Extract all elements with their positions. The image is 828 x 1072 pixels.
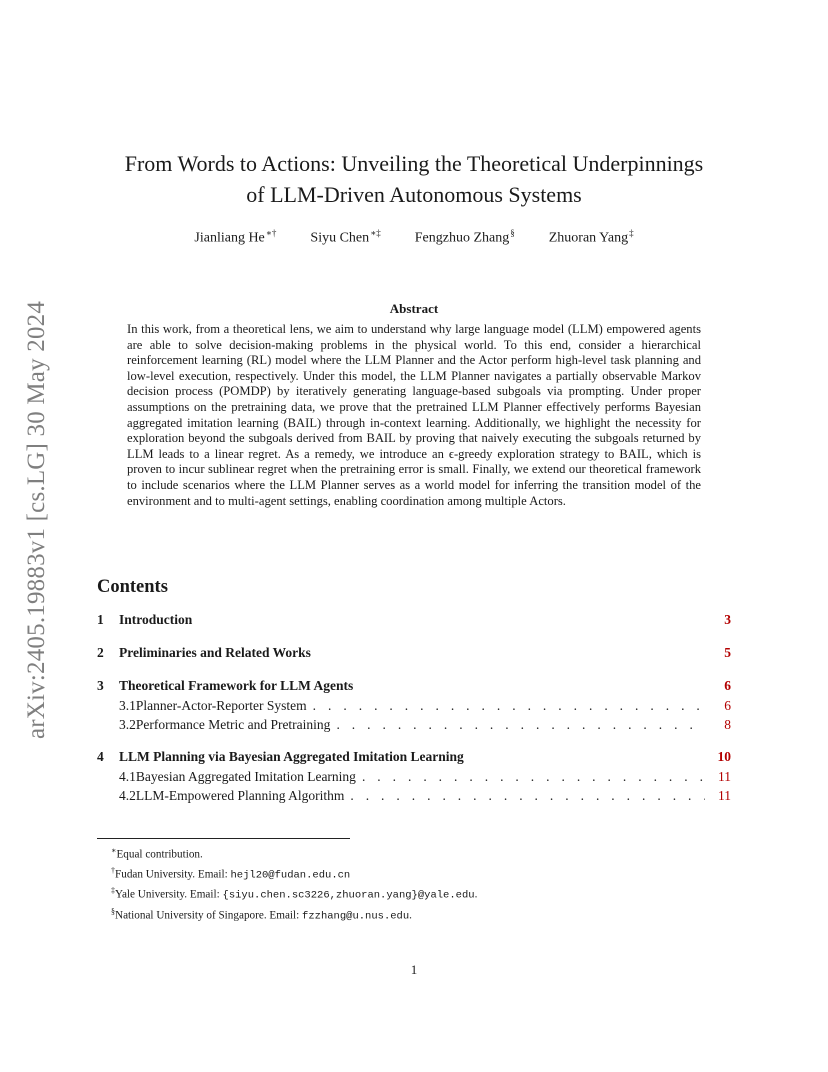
toc-section-4[interactable] [97, 749, 731, 769]
footnote-trailing: . [409, 909, 412, 922]
author-name: Jianliang He [194, 230, 265, 246]
footnote-divider [97, 838, 350, 839]
footnote-text: Yale University. Email: [115, 889, 223, 902]
author-affiliation-marks: ‡ [629, 228, 634, 238]
footnote-text: Fudan University. Email: [115, 868, 231, 881]
toc-section-2[interactable] [97, 645, 731, 665]
footnote-text: Equal contribution. [116, 848, 203, 861]
toc-subsection-3-1[interactable] [97, 698, 731, 717]
toc-subsection-number: 4.2 [119, 788, 136, 803]
footnote-trailing: . [474, 889, 478, 902]
toc-dot-leader [350, 788, 705, 804]
toc-section-title: Introduction [119, 612, 193, 627]
author-name: Zhuoran Yang [548, 230, 629, 246]
footnotes [111, 843, 477, 925]
toc-subsection-number: 4.1 [119, 769, 136, 784]
toc-page-link[interactable]: 10 [717, 749, 731, 764]
contents-heading: Contents [97, 577, 168, 597]
toc-section-number: 1 [97, 612, 104, 627]
author [549, 228, 634, 247]
paper-title [90, 148, 738, 210]
author-name: Siyu Chen [310, 230, 370, 246]
footnote-mark: § [111, 907, 115, 917]
footnote [111, 883, 477, 904]
toc-page-link[interactable]: 6 [724, 678, 731, 693]
toc-subsection-title: Planner-Actor-Reporter System [135, 698, 307, 713]
footnote-email[interactable]: hejl20@fudan.edu.cn [230, 869, 351, 882]
toc-page-link[interactable]: 11 [718, 769, 731, 784]
author-affiliation-marks: ∗‡ [370, 228, 381, 238]
footnote [111, 863, 477, 884]
toc-subsection-number: 3.1 [119, 698, 136, 713]
toc-subsection-4-2[interactable] [97, 788, 731, 807]
arxiv-identifier-stamp [18, 280, 56, 760]
toc-section-number: 2 [97, 645, 104, 660]
paper-title-line-1: From Words to Actions: Unveiling the Theoretical Underpinnings [124, 151, 704, 176]
abstract-text: In this work, from a theoretical lens, we aim to understand why large language model (LLM) empowered agents are able to solve decision-making problems in the physical world. To this end, consider a hierarchical reinforcement learning (RL) model where the LLM Planner and the Actor perform high-level task planning and low-level execution, respectively. Under this model, the LLM Planner navigates a partially observable Markov decision process (POMDP) by iteratively generating language-based subgoals via prompting. Under proper assumptions on the pretraining data, we prove that the pretrained LLM Planner effectively performs Bayesian aggregated imitation learning (BAIL) through in-context learning. Additionally, we highlight the necessity for exploration beyond the subgoals derived from BAIL by proving that naively executing the subgoals returned by LLM leads to a linear regret. As a remedy, we introduce an ϵ-greedy exploration strategy to BAIL, which is proven to incur sublinear regret when the pretraining error is small. Finally, we extend our theoretical framework to include scenarios where the LLM Planner serves as a world model for inferring the transition model of the environment and to multi-agent settings, enabling coordination among multiple Actors. [127, 322, 701, 508]
toc-section-title: Preliminaries and Related Works [119, 645, 311, 660]
footnote [111, 904, 477, 925]
table-of-contents [97, 612, 731, 807]
toc-dot-leader [362, 769, 705, 785]
toc-section-number: 4 [97, 749, 104, 764]
toc-page-link[interactable]: 11 [718, 788, 731, 803]
toc-page-link[interactable]: 3 [724, 612, 731, 627]
author-name: Fengzhuo Zhang [414, 230, 510, 246]
footnote [111, 843, 477, 863]
toc-subsection-title: Performance Metric and Pretraining [135, 717, 331, 732]
page-number: 1 [410, 962, 418, 977]
author [310, 228, 380, 247]
footnote-email[interactable]: fzzhang@u.nus.edu [302, 910, 410, 923]
author-affiliation-marks: § [510, 228, 515, 238]
toc-page-link[interactable]: 8 [724, 717, 731, 732]
toc-dot-leader [313, 698, 705, 714]
footnote-text: National University of Singapore. Email: [115, 909, 303, 922]
toc-section-title: Theoretical Framework for LLM Agents [119, 678, 354, 693]
toc-section-3[interactable] [97, 678, 731, 698]
footnote-mark: ∗ [111, 846, 117, 855]
toc-page-link[interactable]: 5 [724, 645, 731, 660]
author [194, 228, 276, 247]
footnote-mark: ‡ [111, 886, 115, 896]
toc-subsection-title: LLM-Empowered Planning Algorithm [135, 788, 345, 803]
toc-subsection-title: Bayesian Aggregated Imitation Learning [135, 769, 356, 784]
toc-section-number: 3 [97, 678, 104, 693]
author [415, 228, 515, 247]
abstract-heading: Abstract [389, 301, 439, 316]
toc-dot-leader [336, 717, 705, 733]
footnote-mark: † [111, 865, 115, 875]
author-list [90, 228, 738, 247]
author-affiliation-marks: ∗† [265, 228, 277, 238]
paper-title-line-2: of LLM-Driven Autonomous Systems [246, 182, 582, 207]
toc-section-title: LLM Planning via Bayesian Aggregated Imitation Learning [119, 749, 464, 764]
toc-subsection-4-1[interactable] [97, 769, 731, 788]
toc-section-1[interactable] [97, 612, 731, 632]
toc-subsection-3-2[interactable] [97, 717, 731, 736]
toc-page-link[interactable]: 6 [724, 698, 731, 713]
arxiv-stamp-text: arXiv:2405.19883v1 [cs.LG] 30 May 2024 [23, 300, 50, 740]
footnote-email[interactable]: {siyu.chen.sc3226,zhuoran.yang}@yale.edu [222, 890, 475, 903]
toc-subsection-number: 3.2 [119, 717, 136, 732]
